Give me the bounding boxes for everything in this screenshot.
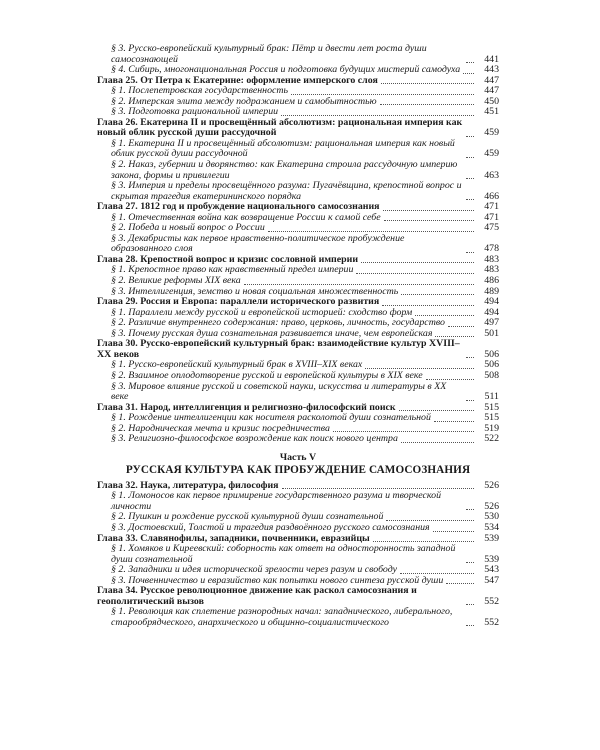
page-number: 552 <box>484 616 499 628</box>
toc-section-entry[interactable] <box>97 160 499 181</box>
toc-chapter-entry[interactable] <box>97 118 499 139</box>
page-number: 522 <box>484 433 499 445</box>
toc-section-entry[interactable] <box>97 544 499 565</box>
dot-leader <box>381 83 474 84</box>
dot-leader <box>466 199 474 200</box>
dot-leader <box>448 326 474 327</box>
entry-title: § 1. Отечественная война как возвращение России к самой себе <box>111 211 381 223</box>
page-number: 459 <box>484 148 499 160</box>
page-number: 506 <box>484 348 499 360</box>
dot-leader <box>281 115 474 116</box>
toc-section-entry[interactable] <box>97 44 499 65</box>
entry-title: § 2. Взаимное оплодотворение русской и европейской культуры в XIX веке <box>111 369 423 381</box>
dot-leader <box>466 357 474 358</box>
entry-title: Глава 26. Екатерина II и просвещённый абсолютизм: рациональная империя как новый облик русской души рассудочной <box>97 116 463 139</box>
dot-leader <box>356 273 474 274</box>
dot-leader <box>383 210 475 211</box>
entry-title: Глава 33. Славянофилы, западники, почвенники, евразийцы <box>97 532 370 544</box>
entry-title: § 2. Западники и идея исторической зрелости через разум и свободу <box>111 564 397 576</box>
page-number: 526 <box>484 479 499 491</box>
dot-leader <box>466 157 474 158</box>
entry-title: § 1. Русско-европейский культурный брак в XVIII–XIX веках <box>111 359 363 371</box>
dot-leader <box>466 178 474 179</box>
part-title: РУССКАЯ КУЛЬТУРА КАК ПРОБУЖДЕНИЕ САМОСОЗНАНИЯ <box>125 463 471 476</box>
dot-leader <box>466 252 474 253</box>
dot-leader <box>466 509 474 510</box>
page-number: 515 <box>484 412 499 424</box>
entry-title: § 1. Екатерина II и просвещённый абсолютизм: рациональная империя как новый облик русской души рассудочной <box>111 137 455 160</box>
entry-title: § 3. Декабристы как первое нравственно-политическое пробуждение образованного слоя <box>111 232 405 255</box>
page-number: 486 <box>484 275 499 287</box>
entry-title: § 2. Победа и новый вопрос о России <box>111 222 265 234</box>
part-heading <box>97 452 499 477</box>
entry-title: § 1. Крепостное право как нравственный предел империи <box>111 264 354 276</box>
page-number: 530 <box>484 511 499 523</box>
page-number: 471 <box>484 211 499 223</box>
entry-title: § 3. Достоевский, Толстой и трагедия раздвоённого русского самосознания <box>111 521 430 533</box>
dot-leader <box>426 379 474 380</box>
dot-leader <box>384 220 474 221</box>
dot-leader <box>466 604 474 605</box>
dot-leader <box>400 573 474 574</box>
entry-title: Глава 29. Россия и Европа: параллели исторического развития <box>97 296 380 308</box>
toc-chapter-entry[interactable] <box>97 339 499 360</box>
entry-title: § 2. Пушкин и рождение русской культурной души сознательной <box>111 511 384 523</box>
dot-leader <box>433 531 474 532</box>
entry-title: § 3. Почему русская душа сознательная развивается иначе, чем европейская <box>111 327 433 339</box>
entry-title: § 2. Великие реформы XIX века <box>111 275 241 287</box>
dot-leader <box>365 368 474 369</box>
part-label: Часть V <box>279 451 317 463</box>
toc-section-entry[interactable] <box>97 371 499 382</box>
dot-leader <box>434 421 474 422</box>
entry-title: § 2. Народническая мечта и кризис посредничества <box>111 422 330 434</box>
entry-title: § 1. Параллели между русской и европейской историей: сходство форм <box>111 306 413 318</box>
page-number: 489 <box>484 285 499 297</box>
entry-title: § 3. Мировое влияние русской и советской науки, искусства и литературы в XX веке <box>111 380 447 403</box>
page-number: 483 <box>484 264 499 276</box>
toc-section-entry[interactable] <box>97 181 499 202</box>
page-number: 478 <box>484 243 499 255</box>
entry-title: § 1. Хомяков и Киреевский: соборность как ответ на односторонность западной души сознательной <box>111 543 456 565</box>
page-number: 506 <box>484 359 499 371</box>
page-number: 511 <box>484 391 499 403</box>
toc-section-entry[interactable] <box>97 234 499 255</box>
page-number: 543 <box>484 564 499 576</box>
toc-list-part-v <box>97 481 499 629</box>
entry-title: § 1. Революция как сплетение разнородных начал: западнического, либерального, старообрядческого, анархического и общинно-социалистического <box>111 606 453 628</box>
page-number: 526 <box>484 500 499 512</box>
dot-leader <box>268 231 474 232</box>
toc-chapter-entry[interactable] <box>97 586 499 607</box>
entry-title: § 3. Интеллигенция, земство и новая социальная множественность <box>111 285 399 297</box>
entry-title: Глава 28. Крепостной вопрос и кризис сословной империи <box>97 253 359 265</box>
toc-section-entry[interactable] <box>97 607 499 628</box>
toc-section-entry[interactable] <box>97 139 499 160</box>
entry-title: § 3. Религиозно-философское возрождение как поиск нового центра <box>111 433 398 445</box>
page-number: 539 <box>484 553 499 565</box>
dot-leader <box>463 73 474 74</box>
page-number: 552 <box>484 595 499 607</box>
page-number: 539 <box>484 532 499 544</box>
page-number: 475 <box>484 222 499 234</box>
page-number: 501 <box>484 327 499 339</box>
toc-section-entry[interactable] <box>97 523 499 534</box>
page-number: 547 <box>484 574 499 586</box>
toc-section-entry[interactable] <box>97 491 499 512</box>
entry-title: § 1. Рождение интеллигенции как носителя расколотой души сознательной <box>111 412 431 424</box>
dot-leader <box>466 136 474 137</box>
dot-leader <box>466 625 474 626</box>
entry-title: § 2. Имперская элита между подражанием и самобытностью <box>111 95 377 107</box>
page-number: 519 <box>484 422 499 434</box>
page-number: 450 <box>484 95 499 107</box>
entry-title: Глава 32. Наука, литература, философия <box>97 479 279 491</box>
page-number: 459 <box>484 127 499 139</box>
page-number: 483 <box>484 253 499 265</box>
page-number: 508 <box>484 369 499 381</box>
page-number: 463 <box>484 169 499 181</box>
entry-title: § 4. Сибирь, многонациональная Россия и подготовка будущих мистерий самодуха <box>111 64 461 76</box>
page-number: 441 <box>484 53 499 65</box>
dot-leader <box>333 431 474 432</box>
entry-title: § 3. Русско-европейский культурный брак: Пётр и двести лет роста души самосознающей <box>111 43 427 65</box>
dot-leader <box>435 336 474 337</box>
dot-leader <box>291 94 474 95</box>
dot-leader <box>466 400 474 401</box>
entry-title: Глава 27. 1812 год и пробуждение национального самосознания <box>97 201 380 213</box>
dot-leader <box>401 294 474 295</box>
dot-leader <box>382 305 474 306</box>
page-number: 534 <box>484 521 499 533</box>
entry-title: § 1. Ломоносов как первое примирение государственного разума и творческой личности <box>111 490 442 512</box>
entry-title: § 3. Подготовка рациональной империи <box>111 106 279 118</box>
page-number: 515 <box>484 401 499 413</box>
dot-leader <box>415 315 474 316</box>
toc-list-part-iv <box>97 44 499 445</box>
page-number: 494 <box>484 296 499 308</box>
dot-leader <box>373 541 474 542</box>
page-number: 451 <box>484 106 499 118</box>
entry-title: Глава 31. Народ, интеллигенция и религиозно-философский поиск <box>97 401 396 413</box>
toc-section-entry[interactable] <box>97 434 499 445</box>
page-number: 471 <box>484 201 499 213</box>
dot-leader <box>446 583 474 584</box>
page-number: 447 <box>484 85 499 97</box>
table-of-contents <box>97 44 499 628</box>
entry-title: § 1. Послепетровская государственность <box>111 85 289 97</box>
page-number: 447 <box>484 74 499 86</box>
dot-leader <box>399 410 474 411</box>
dot-leader <box>361 262 474 263</box>
entry-title: § 2. Различие внутреннего содержания: право, церковь, личность, государство <box>111 317 445 329</box>
entry-title: Глава 34. Русское революционное движение как раскол самосознания и геополитический вызов <box>97 585 417 607</box>
page-number: 466 <box>484 190 499 202</box>
toc-section-entry[interactable] <box>97 276 499 287</box>
dot-leader <box>380 104 474 105</box>
entry-title: Глава 30. Русско-европейский культурный брак: взаимодействие культур XVIII–XX веков <box>97 338 460 360</box>
entry-title: Глава 25. От Петра к Екатерине: оформление имперского слоя <box>97 74 378 86</box>
entry-title: § 3. Почвенничество и евразийство как попытки нового синтеза русской души <box>111 574 444 586</box>
page-number: 497 <box>484 317 499 329</box>
page-number: 443 <box>484 64 499 76</box>
toc-section-entry[interactable] <box>97 382 499 403</box>
dot-leader <box>466 62 474 63</box>
entry-title: § 3. Империя и пределы просвещённого разума: Пугачёвщина, крепостной вопрос и скрытая трагедия екатерининского порядка <box>111 180 462 202</box>
dot-leader <box>386 520 474 521</box>
entry-title: § 2. Наказ, губернии и дворянство: как Екатерина строила рассудочную империю закона, формы и привилегии <box>111 159 458 181</box>
dot-leader <box>466 562 474 563</box>
dot-leader <box>401 442 474 443</box>
dot-leader <box>282 488 474 489</box>
dot-leader <box>244 284 474 285</box>
page-number: 494 <box>484 306 499 318</box>
